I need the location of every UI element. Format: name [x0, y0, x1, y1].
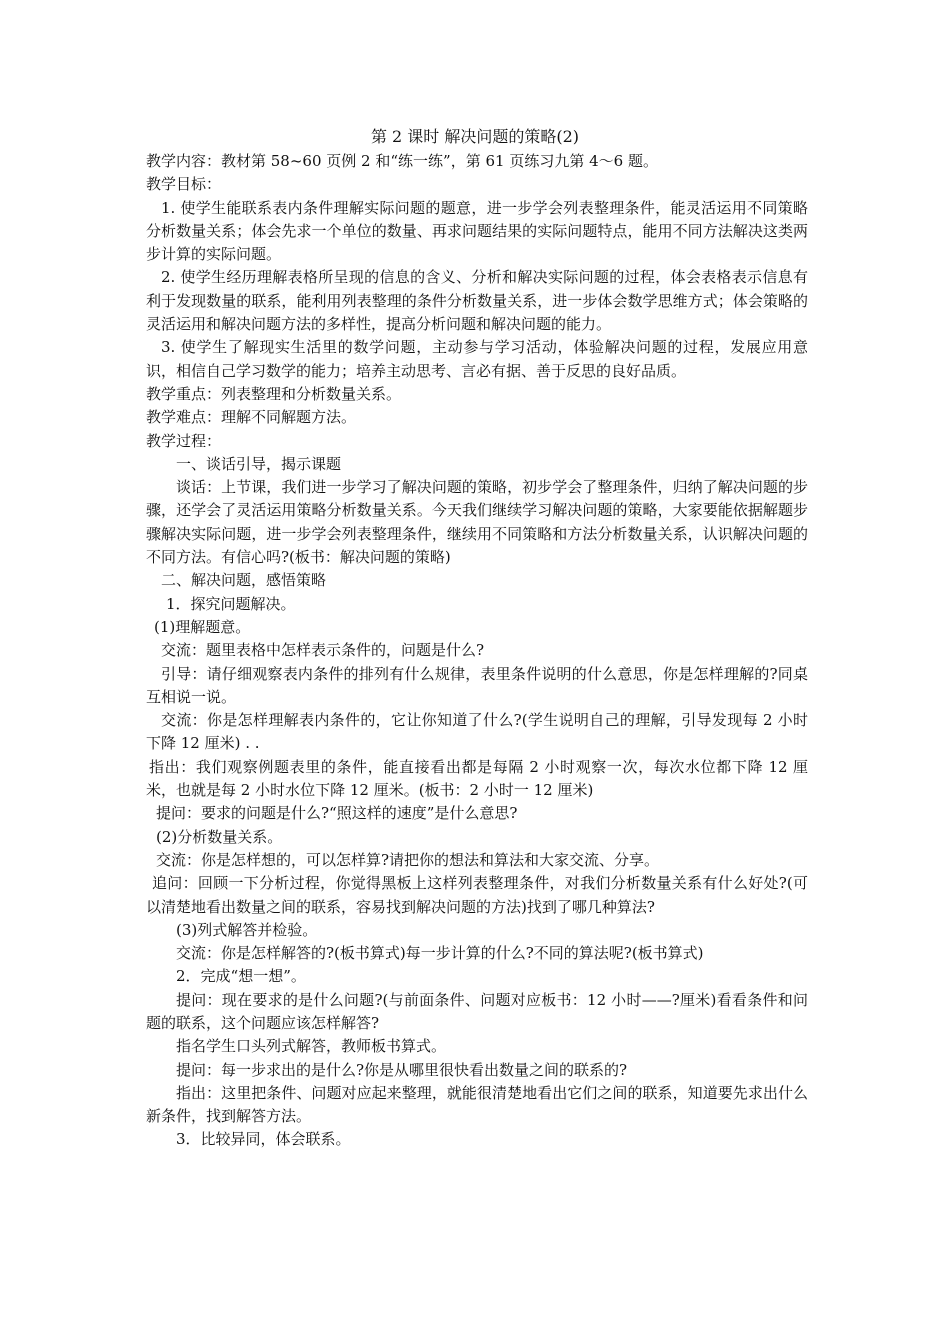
paragraph: (1)理解题意。	[154, 617, 251, 636]
paragraph: (2)分析数量关系。	[156, 827, 283, 846]
paragraph: 2. 使学生经历理解表格所呈现的信息的含义、分析和解决实际问题的过程，体会表格表示信息有利于发现数量的联系，能利用列表整理的条件分析数量关系，进一步体会数学思维方式；体会策略的灵活运用和解决问题方法的多样性，提高分析问题和解决问题的能力。	[146, 268, 808, 334]
paragraph: 1．探究问题解决。	[166, 594, 296, 613]
paragraph: 二、解决问题，感悟策略	[161, 571, 327, 590]
paragraph: 3. 使学生了解现实生活里的数学问题，主动参与学习活动，体验解决问题的过程，发展应用意识，相信自己学习数学的能力；培养主动思考、言必有据、善于反思的良好品质。	[146, 338, 808, 380]
document-body	[146, 150, 808, 1152]
paragraph: 1. 使学生能联系表内条件理解实际问题的题意，进一步学会列表整理条件，能灵活运用不同策略分析数量关系；体会先求一个单位的数量、再求问题结果的实际问题特点，能用不同方法解决这类两步计算的实际问题。	[146, 198, 808, 264]
paragraph: 提问：每一步求出的是什么?你是从哪里很快看出数量之间的联系的?	[176, 1060, 628, 1079]
paragraph: 交流：你是怎样想的，可以怎样算?请把你的想法和算法和大家交流、分享。	[156, 850, 660, 869]
document-title: 第 2 课时 解决问题的策略(2)	[370, 127, 580, 146]
paragraph: 追问：回顾一下分析过程，你觉得黑板上这样列表整理条件，对我们分析数量关系有什么好处?(可以清楚地看出数量之间的联系，容易找到解决问题的方法)找到了哪几种算法?	[146, 874, 808, 916]
paragraph: 教学重点：列表整理和分析数量关系。	[146, 384, 402, 403]
paragraph: 提问：要求的问题是什么?“照这样的速度”是什么意思?	[156, 804, 518, 823]
paragraph: 2．完成“想一想”。	[176, 967, 306, 986]
paragraph: 交流：你是怎样解答的?(板书算式)每一步计算的什么?不同的算法呢?(板书算式)	[176, 944, 704, 963]
paragraph: 交流：题里表格中怎样表示条件的，问题是什么?	[161, 641, 485, 660]
paragraph: 谈话：上节课，我们进一步学习了解决问题的策略，初步学会了整理条件，归纳了解决问题的步骤，还学会了灵活运用策略分析数量关系。今天我们继续学习解决问题的策略，大家要能依据解题步骤解决实际问题，进一步学会列表整理条件，继续用不同策略和方法分析数量关系，认识解决问题的不同方法。有信心吗?(板书：解决问题的策略)	[146, 478, 808, 567]
paragraph: 教学目标：	[146, 175, 222, 194]
paragraph: 引导：请仔细观察表内条件的排列有什么规律，表里条件说明的什么意思，你是怎样理解的?同桌互相说一说。	[146, 664, 808, 706]
paragraph: 一、谈话引导，揭示课题	[176, 454, 342, 473]
paragraph: 教学过程：	[146, 431, 222, 450]
paragraph: 教学难点：理解不同解题方法。	[146, 408, 357, 427]
paragraph: 教学内容：教材第 58~60 页例 2 和“练一练”，第 61 页练习九第 4～6 题。	[146, 152, 658, 170]
paragraph: 指名学生口头列式解答，教师板书算式。	[176, 1037, 447, 1056]
paragraph: 3．比较异同，体会联系。	[176, 1130, 351, 1149]
paragraph: 指出：我们观察例题表里的条件，能直接看出都是每隔 2 小时观察一次，每次水位都下降 12 厘米，也就是每 2 小时水位下降 12 厘米。(板书：2 小时一 12 厘米)	[146, 757, 808, 800]
paragraph: 指出：这里把条件、问题对应起来整理，就能很清楚地看出它们之间的联系，知道要先求出什么新条件，找到解答方法。	[146, 1083, 808, 1126]
paragraph: 交流：你是怎样理解表内条件的，它让你知道了什么?(学生说明自己的理解，引导发现每 2 小时下降 12 厘米) . .	[146, 711, 808, 753]
paragraph: 提问：现在要求的是什么问题?(与前面条件、问题对应板书：12 小时——?厘米)看看条件和问题的联系，这个问题应该怎样解答?	[146, 990, 808, 1032]
paragraph: (3)列式解答并检验。	[176, 920, 318, 939]
